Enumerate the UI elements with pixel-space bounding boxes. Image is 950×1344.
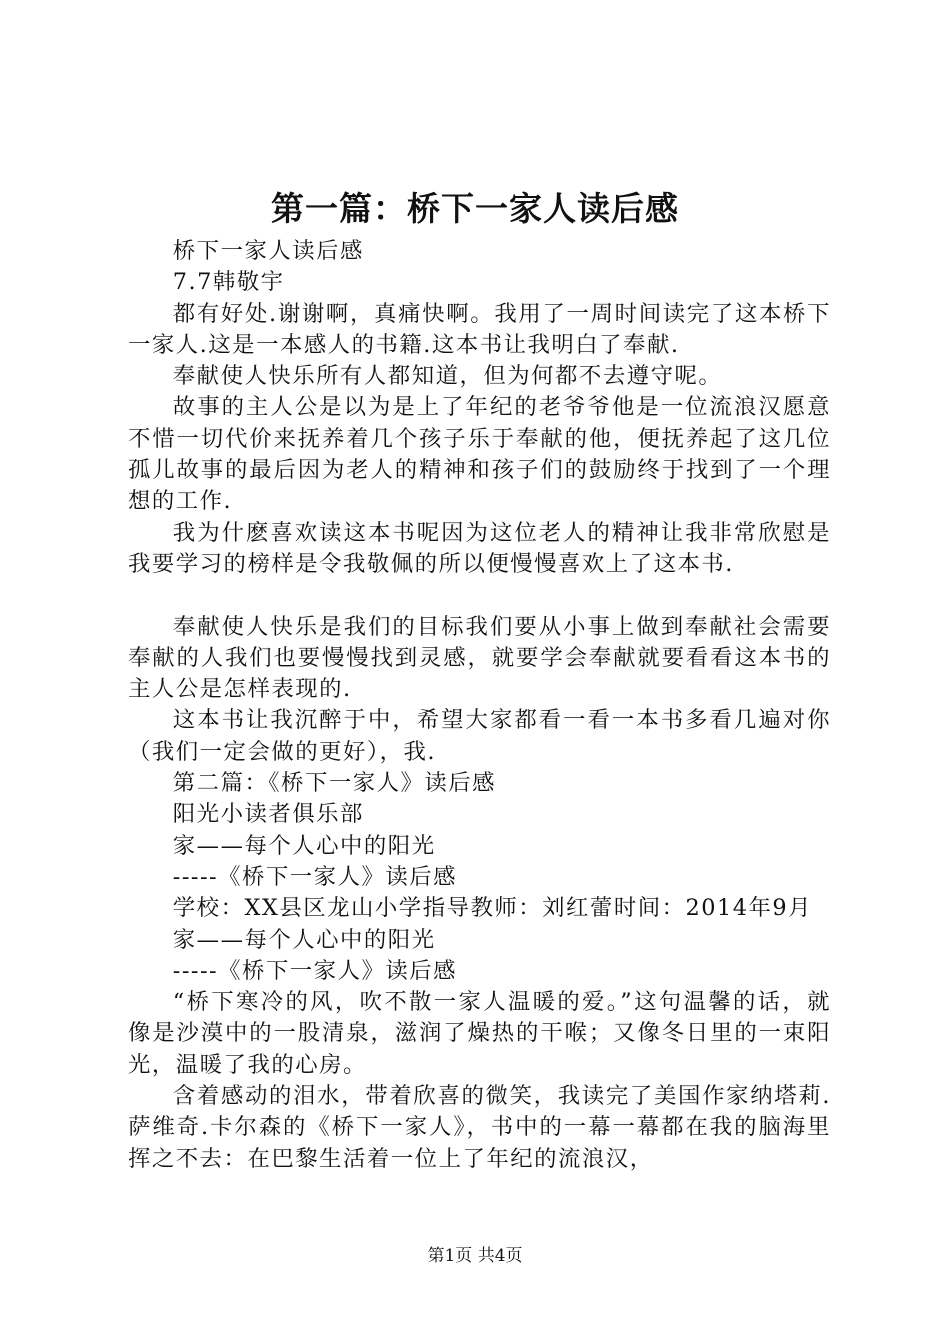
paragraph: 阳光小读者俱乐部 bbox=[172, 801, 364, 828]
paragraph: “桥下寒冷的风，吹不散一家人温暖的爱。”这句温馨的话，就像是沙漠中的一股清泉，滋润了燥热的干喉；又像冬日里的一束阳光，温暖了我的心房。 bbox=[128, 989, 831, 1078]
document-body bbox=[128, 236, 831, 1175]
paragraph: 故事的主人公是以为是上了年纪的老爷爷他是一位流浪汉愿意不惜一切代价来抚养着几个孩子乐于奉献的他，便抚养起了这几位孤儿故事的最后因为老人的精神和孩子们的鼓励终于找到了一个理想的工作. bbox=[128, 394, 831, 515]
paragraph: 7.7韩敬宇 bbox=[172, 269, 285, 296]
document-title: 第一篇：桥下一家人读后感 bbox=[271, 189, 679, 228]
paragraph: 奉献使人快乐所有人都知道，但为何都不去遵守呢。 bbox=[172, 363, 723, 390]
section-heading: 第二篇：《桥下一家人》读后感 bbox=[172, 770, 497, 797]
paragraph: 学校：XX县区龙山小学指导教师：刘红蕾时间：2014年9月 bbox=[172, 895, 812, 922]
paragraph: 含着感动的泪水，带着欣喜的微笑，我读完了美国作家纳塔莉.萨维奇.卡尔森的《桥下一家人》，书中的一幕一幕都在我的脑海里挥之不去：在巴黎生活着一位上了年纪的流浪汉， bbox=[128, 1083, 831, 1172]
paragraph: 这本书让我沉醉于中，希望大家都看一看一本书多看几遍对你（我们一定会做的更好），我. bbox=[128, 707, 831, 765]
paragraph: 我为什麽喜欢读这本书呢因为这位老人的精神让我非常欣慰是我要学习的榜样是令我敬佩的所以便慢慢喜欢上了这本书. bbox=[128, 519, 831, 577]
paragraph: 奉献使人快乐是我们的目标我们要从小事上做到奉献社会需要奉献的人我们也要慢慢找到灵感，就要学会奉献就要看看这本书的主人公是怎样表现的. bbox=[128, 613, 831, 703]
paragraph: 家——每个人心中的阳光 bbox=[172, 926, 436, 953]
page-footer: 第1页 共4页 bbox=[427, 1246, 523, 1266]
paragraph: 家——每个人心中的阳光 bbox=[172, 832, 436, 859]
paragraph: -----《桥下一家人》读后感 bbox=[172, 863, 458, 890]
paragraph: 都有好处.谢谢啊，真痛快啊。我用了一周时间读完了这本桥下一家人.这是一本感人的书籍.这本书让我明白了奉献. bbox=[128, 300, 831, 358]
blank-line bbox=[128, 580, 831, 611]
paragraph: -----《桥下一家人》读后感 bbox=[172, 957, 458, 984]
paragraph: 桥下一家人读后感 bbox=[172, 238, 364, 264]
